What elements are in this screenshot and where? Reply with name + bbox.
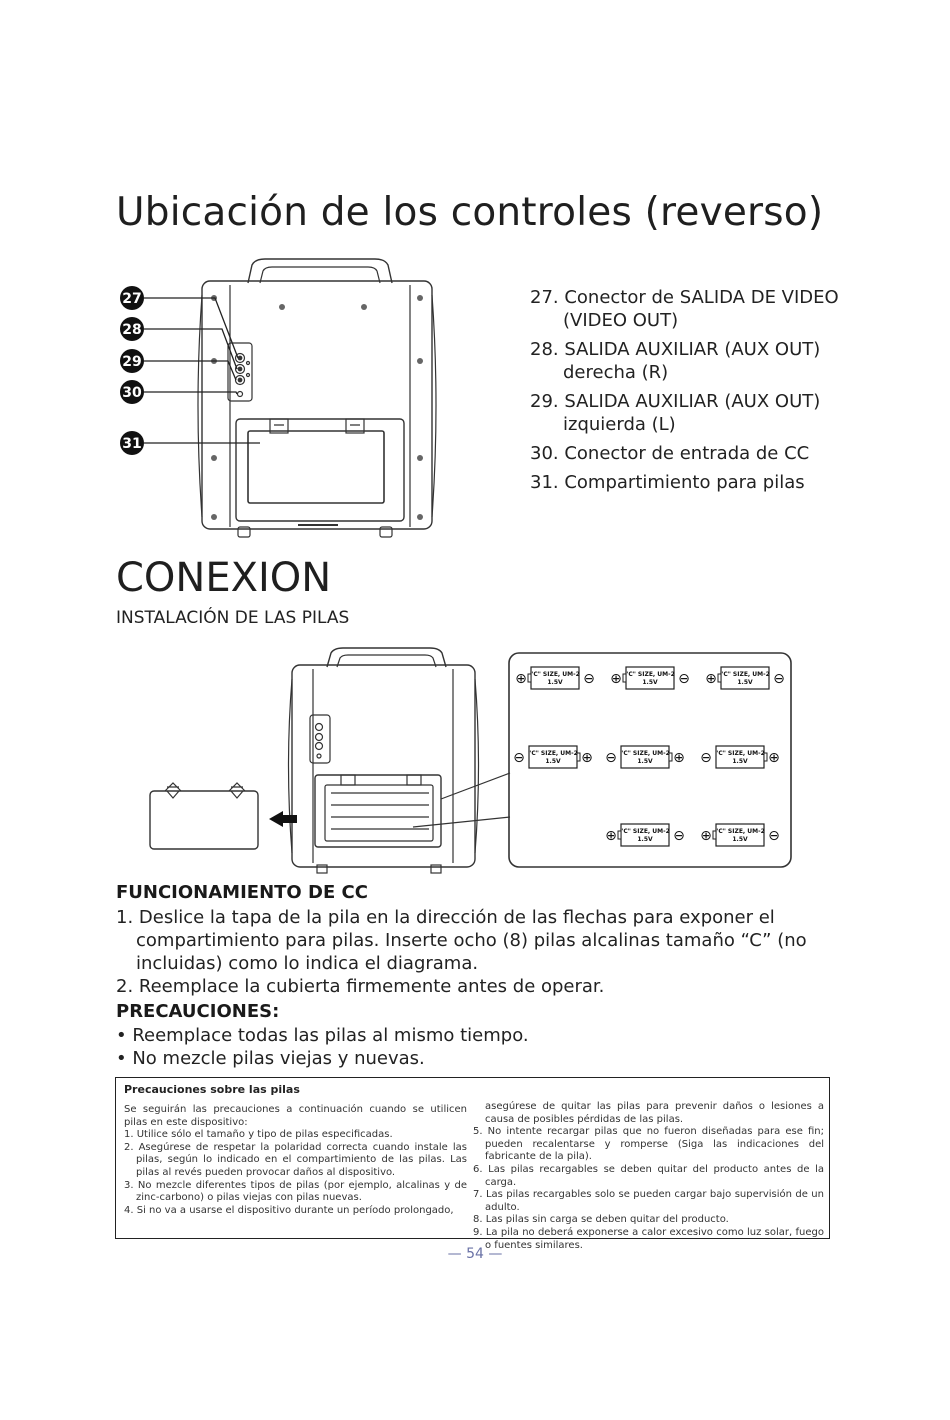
callout-27: 27	[122, 291, 142, 307]
control-item: 30. Conector de entrada de CC	[530, 443, 810, 464]
battery-precaution: 5. No intente recargar pilas que no fueron diseñadas para ese fin; pueden recalentarse y romperse (Siga las indicaciones del fabricante de la pila).	[473, 1126, 824, 1163]
battery-size-label: "C" SIZE, UM-2	[528, 750, 578, 757]
battery-precaution: 7. Las pilas recargables solo se pueden cargar bajo supervisión de un adulto.	[473, 1189, 824, 1213]
battery-voltage-label: 1.5V	[637, 758, 653, 765]
battery-precaution: 8. Las pilas sin carga se deben quitar del producto.	[473, 1214, 729, 1226]
battery-precaution: 3. No mezcle diferentes tipos de pilas (por ejemplo, alcalinas y de zinc-carbono) o pilas viejas con pilas nuevas.	[124, 1179, 467, 1204]
battery-voltage-label: 1.5V	[732, 758, 748, 765]
dc-step: 2. Reemplace la cubierta firmemente antes de operar.	[116, 976, 605, 997]
dc-steps	[116, 906, 816, 998]
battery-size-label: "C" SIZE, UM-2	[715, 828, 765, 835]
callout-29: 29	[122, 354, 142, 370]
minus-icon: ⊖	[513, 750, 525, 766]
control-item: 31. Compartimiento para pilas	[530, 472, 805, 493]
battery-voltage-label: 1.5V	[737, 679, 753, 686]
control-item: 29. SALIDA AUXILIAR (AUX OUT) izquierda (L)	[530, 391, 821, 435]
minus-icon: ⊖	[583, 671, 595, 687]
callout-28: 28	[122, 322, 142, 338]
plus-icon: ⊕	[700, 828, 712, 844]
battery-voltage-label: 1.5V	[732, 836, 748, 843]
minus-icon: ⊖	[605, 750, 617, 766]
battery-precautions-intro: Se seguirán las precauciones a continuación cuando se utilicen pilas en este dispositivo:	[124, 1104, 467, 1128]
battery-precautions-col1	[124, 1104, 467, 1217]
battery-cell	[513, 746, 593, 768]
precautions-title: PRECAUCIONES:	[116, 1001, 280, 1022]
battery-cell	[705, 667, 785, 689]
battery-size-label: "C" SIZE, UM-2	[620, 750, 670, 757]
battery-cell	[700, 824, 780, 846]
battery-size-label: "C" SIZE, UM-2	[720, 671, 770, 678]
minus-icon: ⊖	[700, 750, 712, 766]
battery-size-label: "C" SIZE, UM-2	[715, 750, 765, 757]
page-number: — 54 —	[447, 1246, 503, 1262]
battery-voltage-label: 1.5V	[637, 836, 653, 843]
battery-size-label: "C" SIZE, UM-2	[620, 828, 670, 835]
precautions-list	[116, 1024, 816, 1070]
controls-list	[530, 286, 850, 500]
plus-icon: ⊕	[605, 828, 617, 844]
battery-size-label: "C" SIZE, UM-2	[625, 671, 675, 678]
callout-30: 30	[122, 385, 142, 401]
battery-precautions-col2	[473, 1101, 824, 1252]
dc-operation-title: FUNCIONAMIENTO DE CC	[116, 882, 368, 903]
battery-cell	[610, 667, 690, 689]
battery-precaution: 9. La pila no deberá exponerse a calor excesivo como luz solar, fuego o fuentes similares.	[473, 1226, 824, 1251]
battery-cells	[513, 667, 785, 846]
battery-voltage-label: 1.5V	[547, 679, 563, 686]
battery-precaution: 6. Las pilas recargables se deben quitar del producto antes de la carga.	[473, 1163, 824, 1188]
minus-icon: ⊖	[773, 671, 785, 687]
battery-precaution: 4. Si no va a usarse el dispositivo durante un período prolongado,	[124, 1204, 454, 1216]
battery-voltage-label: 1.5V	[642, 679, 658, 686]
battery-cell	[515, 667, 595, 689]
callout-31: 31	[122, 436, 142, 452]
section-title-connection: CONEXION	[116, 555, 332, 601]
battery-install-diagram	[145, 645, 795, 875]
battery-size-label: "C" SIZE, UM-2	[530, 671, 580, 678]
plus-icon: ⊕	[581, 750, 593, 766]
minus-icon: ⊖	[678, 671, 690, 687]
control-item: 28. SALIDA AUXILIAR (AUX OUT) derecha (R)	[530, 339, 821, 383]
plus-icon: ⊕	[673, 750, 685, 766]
dc-step: 1. Deslice la tapa de la pila en la dirección de las flechas para exponer el compartimiento para pilas. Inserte ocho (8) pilas alcalinas tamaño “C” (no incluidas) como lo indica el diagrama.	[116, 907, 807, 974]
battery-precaution: 1. Utilice sólo el tamaño y tipo de pilas especificadas.	[124, 1129, 393, 1141]
battery-precautions-title: Precauciones sobre las pilas	[124, 1083, 300, 1096]
battery-voltage-label: 1.5V	[545, 758, 561, 765]
subtitle-battery-install: INSTALACIÓN DE LAS PILAS	[116, 608, 350, 628]
battery-precaution-continuation: asegúrese de quitar las pilas para prevenir daños o lesiones a causa de posibles pérdidas de las pilas.	[485, 1101, 824, 1125]
precaution-item: • No mezcle pilas viejas y nuevas.	[116, 1048, 425, 1069]
battery-cell	[700, 746, 780, 768]
battery-precaution: 2. Asegúrese de respetar la polaridad correcta cuando instale las pilas, según lo indicado en el compartimiento de las pilas. Las pilas al revés pueden provocar daños al dispositivo.	[124, 1141, 467, 1178]
battery-cell	[605, 824, 685, 846]
precaution-item: • Reemplace todas las pilas al mismo tiempo.	[116, 1025, 529, 1046]
battery-cell	[605, 746, 685, 768]
minus-icon: ⊖	[673, 828, 685, 844]
section-title-controls: Ubicación de los controles (reverso)	[116, 190, 824, 235]
plus-icon: ⊕	[705, 671, 717, 687]
plus-icon: ⊕	[768, 750, 780, 766]
plus-icon: ⊕	[515, 671, 527, 687]
callout-markers	[120, 286, 144, 455]
rear-view-diagram	[110, 255, 450, 545]
minus-icon: ⊖	[768, 828, 780, 844]
plus-icon: ⊕	[610, 671, 622, 687]
control-item: 27. Conector de SALIDA DE VIDEO (VIDEO OUT)	[530, 287, 839, 331]
